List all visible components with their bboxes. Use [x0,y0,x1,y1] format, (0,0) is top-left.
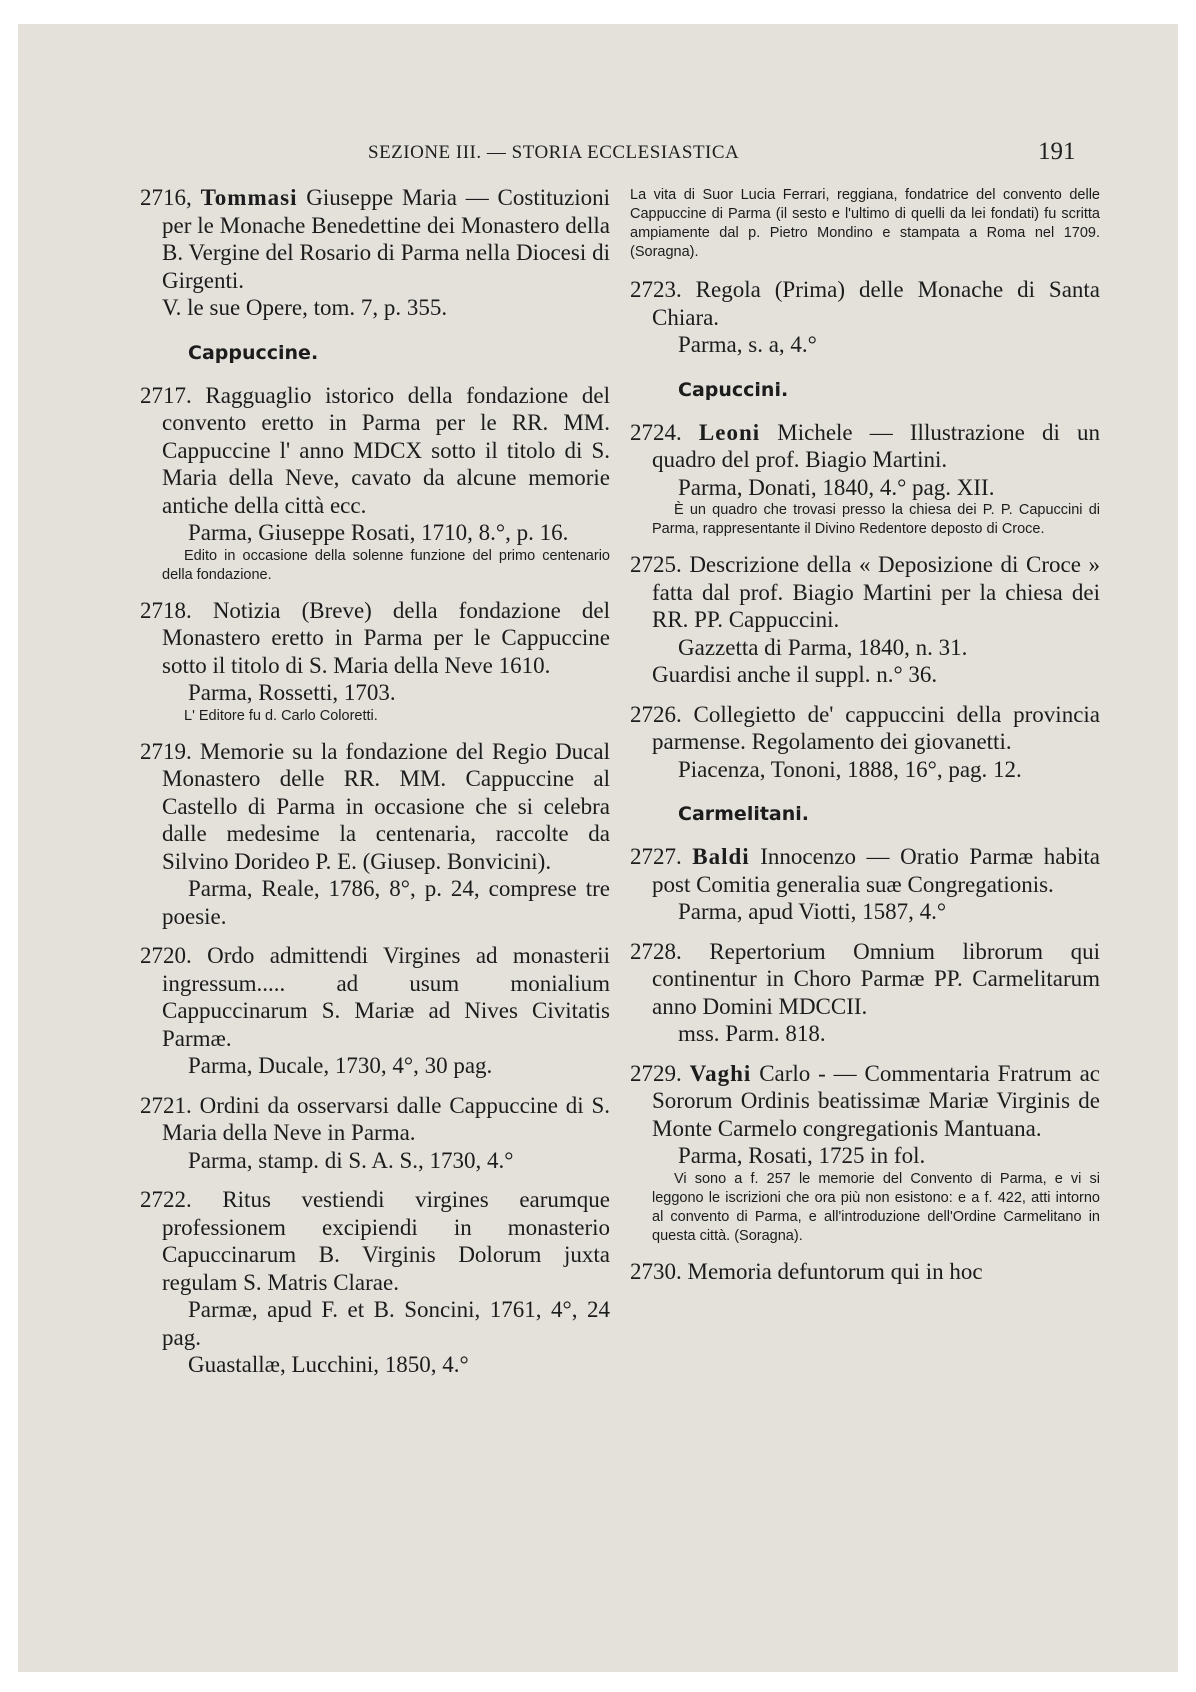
entry-text: 2722. Ritus vestiendi virgines earumque professionem excipiendi in monasterio Capuccinarum B. Virginis Dolorum juxta regulam S. Matris Clarae. [140,1187,610,1295]
entry-title: Innocenzo — Oratio Parmæ habita post Comitia generalia suæ Congregationis. [652,844,1100,897]
left-column [140,184,610,1391]
entry-imprint: Guastallæ, Lucchini, 1850, 4.° [188,1352,469,1377]
entry-imprint: Piacenza, Tononi, 1888, 16°, pag. 12. [678,756,1022,782]
page [18,24,1178,1672]
entry-text [630,843,1100,898]
entry-text [630,419,1100,474]
entry-2718 [140,597,610,726]
author-name: Tommasi [200,185,298,210]
page-number: 191 [1038,138,1076,165]
section-heading-capuccini: Capuccini. [678,378,789,401]
entry-title: Carlo - — Commentaria Fratrum ac Sororum Ordinis beatissimæ Mariæ Virginis de Monte Carmelo congregationis Mantuana. [652,1060,1100,1141]
entry-imprint: mss. Parm. 818. [678,1021,826,1046]
entry-text: 2726. Collegietto de' cappuccini della provincia parmense. Regolamento dei giovanetti. [630,701,1100,754]
entry-2722 [140,1186,610,1379]
entry-imprint: Gazzetta di Parma, 1840, n. 31. [678,634,968,660]
entry-text: 2718. Notizia (Breve) della fondazione del Monastero eretto in Parma per le Cappuccine sotto il titolo di S. Maria della Neve 1610. [140,597,610,678]
section-heading-cappuccine: Cappuccine. [188,341,319,364]
entry-imprint: Parma, Reale, 1786, 8°, p. 24, comprese tre poesie. [162,876,610,929]
entry-2724 [630,419,1100,540]
entry-title: Michele — Illustrazione di un quadro del prof. Biagio Martini. [652,419,1101,472]
entry-imprint: Parma, s. a, 4.° [678,332,817,357]
running-header [18,138,1178,172]
entry-text: 2730. Memoria defuntorum qui in hoc [630,1258,983,1284]
entry-note: Edito in occasione della solenne funzione del primo centenario della fondazione. [162,547,610,583]
right-column [630,184,1100,1297]
continued-note: La vita di Suor Lucia Ferrari, reggiana, fondatrice del convento delle Cappuccine di Parma (il sesto e l'ultimo di quelli da lei fondati) fu scritta ampiamente dal p. Pietro Mondino e stampata a Roma nel 1709. (Soragna). [630,187,1100,260]
entry-title: Giuseppe Maria — Costituzioni per le Monache Benedettine dei Monastero della B. Vergine del Rosario di Parma nella Diocesi di Girgenti. [162,185,610,293]
entry-2720 [140,942,610,1080]
section-title: SEZIONE III. — STORIA ECCLESIASTICA [368,142,740,163]
entry-text: 2725. Descrizione della « Deposizione di Croce » fatta dal prof. Biagio Martini per la chiesa dei RR. PP. Cappuccini. [630,552,1100,632]
entry-imprint: Guardisi anche il suppl. n.° 36. [652,662,938,687]
author-name: Leoni [698,419,761,445]
entry-imprint: Parma, Ducale, 1730, 4°, 30 pag. [188,1053,493,1078]
entry-imprint: Parma, Donati, 1840, 4.° pag. XII. [678,474,995,500]
entry-text [140,184,610,294]
section-heading-carmelitani: Carmelitani. [678,803,810,825]
entry-text: 2721. Ordini da osservarsi dalle Cappuccine di S. Maria della Neve in Parma. [140,1092,610,1145]
author-name: Baldi [692,844,750,869]
entry-2721 [140,1092,610,1175]
author-name: Vaghi [689,1060,752,1086]
entry-2726 [630,701,1100,784]
entry-number: 2724. [630,419,682,445]
entry-imprint: Parma, Giuseppe Rosati, 1710, 8.°, p. 16. [188,520,569,545]
entry-text [630,1060,1100,1143]
entry-imprint: Parma, apud Viotti, 1587, 4.° [678,899,947,924]
entry-text: 2728. Repertorium Omnium librorum qui continentur in Choro Parmæ PP. Carmelitarum anno Domini MDCCII. [630,938,1100,1019]
entry-2716 [140,184,610,322]
entry-imprint: Parma, stamp. di S. A. S., 1730, 4.° [188,1147,514,1173]
entry-number: 2727. [630,844,682,869]
entry-number: 2716, [140,185,192,210]
entry-note: L' Editore fu d. Carlo Coloretti. [184,707,378,724]
entry-2723 [630,276,1100,359]
entry-note: Vi sono a f. 257 le memorie del Convento di Parma, e vi si leggono le iscrizioni che ora più non esistono: e a f. 422, atti intorno al convento di Parma, e all'introduzione dell'Ordine Carmelitano in questa città. (Soragna). [652,1170,1100,1244]
entry-text: 2720. Ordo admittendi Virgines ad monasterii ingressum..... ad usum monialium Cappuccinarum S. Mariæ ad Nives Civitatis Parmæ. [140,943,610,1051]
entry-note: È un quadro che trovasi presso la chiesa dei P. P. Capuccini di Parma, rappresentante il Divino Redentore deposto di Croce. [652,502,1100,537]
entry-2729 [630,1060,1100,1246]
entry-number: 2729. [630,1060,682,1086]
entry-text: 2717. Ragguaglio istorico della fondazione del convento eretto in Parma per le RR. MM. Cappuccine l' anno MDCX sotto il titolo di S. Maria della Neve, cavato da alcune memorie antiche della città ecc. [140,382,610,518]
entry-2728 [630,938,1100,1048]
entry-imprint: Parma, Rosati, 1725 in fol. [678,1143,926,1168]
entry-2717 [140,382,610,585]
entry-text: 2723. Regola (Prima) delle Monache di Santa Chiara. [630,277,1100,330]
entry-imprint: Parmæ, apud F. et B. Soncini, 1761, 4°, 24 pag. [162,1297,610,1350]
entry-text: 2719. Memorie su la fondazione del Regio Ducal Monastero delle RR. MM. Cappuccine al Castello di Parma in occasione che si celebra dalle medesime la centenaria, raccolte da Silvino Dorideo P. E. (Giusep. Bonvicini). [140,738,610,874]
entry-2727 [630,843,1100,926]
entry-reference: V. le sue Opere, tom. 7, p. 355. [162,295,448,320]
entry-2730 [630,1258,1100,1286]
entry-2725 [630,551,1100,689]
entry-imprint: Parma, Rossetti, 1703. [188,680,396,705]
entry-2719 [140,738,610,931]
